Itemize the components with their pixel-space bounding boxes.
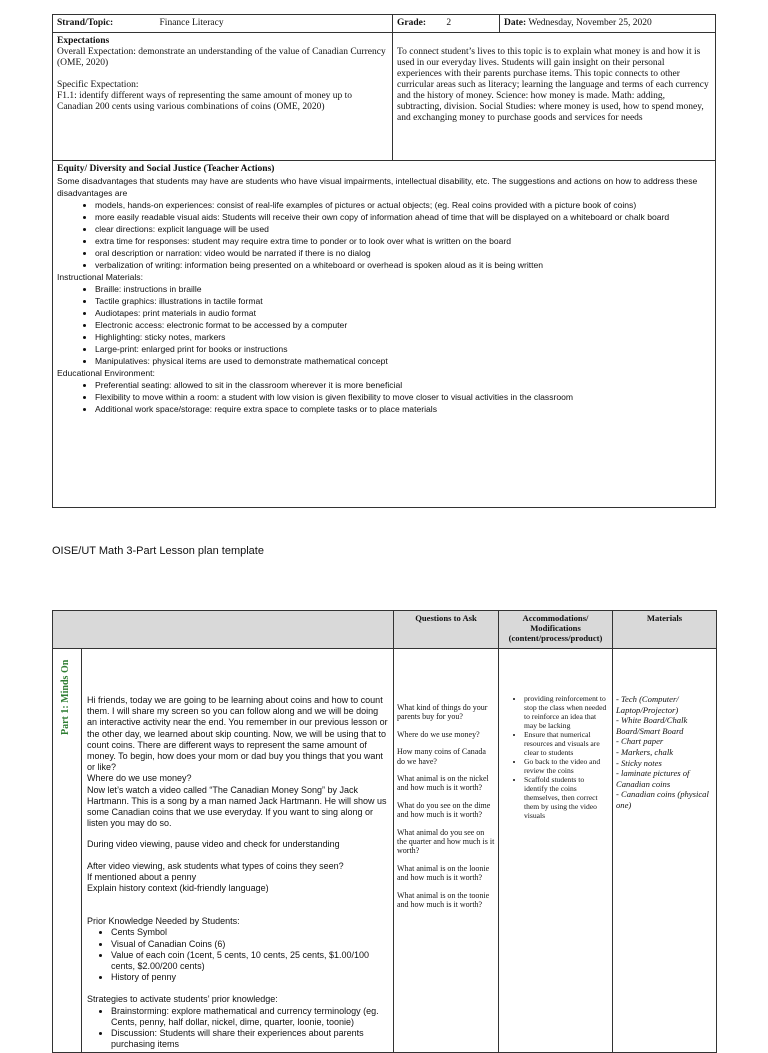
question: What animal is on the loonie and how much is it worth?: [397, 863, 490, 883]
specific-expectation: F1.1: identify different ways of representing the same amount of money up to Canadian 200 cents using various combinations of coins (OME, 2020): [57, 91, 353, 112]
date-cell: [500, 15, 716, 33]
materials-header: Materials: [613, 611, 717, 649]
part-label-svg: [54, 657, 76, 737]
prior-knowledge-list: [87, 927, 390, 983]
lesson-plan-table: [52, 610, 717, 1053]
list-item: • providing reinforcement to stop the class when needed to reinforce an idea that may be lacking: [524, 694, 609, 730]
list-item: • Brainstorming: explore mathematical and currency terminology (eg. Cents, penny, half dollar, nickel, dime, quarter, loonie, toonie): [111, 1006, 390, 1028]
list-item: • Visual of Canadian Coins (6): [111, 939, 390, 950]
material-item: - Chart paper: [616, 736, 664, 747]
part-label: Part 1: Minds On: [60, 659, 71, 735]
environment-label: Educational Environment:: [57, 368, 155, 378]
after-video-paragraph: After video viewing, ask students what types of coins they seen? If mentioned about a penny Explain history context (kid-friendly language): [87, 860, 344, 894]
grade-cell: [393, 15, 500, 33]
questions-header: Questions to Ask: [394, 611, 499, 649]
list-item: • History of penny: [111, 972, 390, 983]
question: How many coins of Canada do we have?: [397, 747, 486, 766]
header-blank-cell: [53, 611, 394, 649]
material-item: - Sticky notes: [616, 757, 662, 768]
questions-cell: [394, 649, 499, 1053]
material-item: - laminate pictures of Canadian coins: [616, 768, 690, 789]
list-item: • verbalization of writing: information being presented on a whiteboard or overhead is spoken aloud as it is being written: [95, 259, 711, 271]
intro-paragraph: Hi friends, today we are going to be learning about coins and how to count them. I will share my screen so you can follow along and we will be doing an interactive activity near the end. You remember in our previous lesson or the other day, we learned about skip counting. Now, we will be using that to count coins. There are different ways to represent the same amount of money. To begin, how does your mom or dad buy you things that you want or like? Where do we use money? Now let’s watch a video called “The Canadian Money Song” by Jack Hartmann. This is a song by a man named Jack Hartmann. He will show us some Canadian coins that we use everyday. If you want to sing along or listen you may do so.: [87, 695, 388, 829]
question: Where do we use money?: [397, 729, 480, 739]
list-item: • Value of each coin (1cent, 5 cents, 10 cents, 25 cents, $1.00/100 cents, $2.00/200 cents): [111, 950, 390, 972]
list-item: • more easily readable visual aids: Students will receive their own copy of information ahead of time that will be displayed on a whiteboard or chalk board: [95, 211, 711, 223]
strand-cell: [53, 15, 393, 33]
list-item: • Tactile graphics: illustrations in tactile format: [95, 295, 711, 307]
list-item: • extra time for responses: student may require extra time to ponder or to look over what is written on the board: [95, 235, 711, 247]
expectations-title: Expectations: [57, 36, 110, 46]
question: What animal is on the nickel and how much is it worth?: [397, 774, 489, 793]
during-video-paragraph: During video viewing, pause video and check for understanding: [87, 839, 340, 850]
list-item: • Audiotapes: print materials in audio format: [95, 307, 711, 319]
equity-cell: [53, 161, 716, 508]
accommodations-list: [502, 694, 609, 820]
specific-expectation-label: Specific Expectation:: [57, 80, 139, 90]
template-heading: OISE/UT Math 3-Part Lesson plan template: [52, 545, 264, 557]
list-item: • Braille: instructions in braille: [95, 283, 711, 295]
date-value: Wednesday, November 25, 2020: [528, 18, 652, 28]
question: What do you see on the dime and how much is it worth?: [397, 800, 491, 820]
accommodations-cell: [499, 649, 613, 1053]
connection-text: To connect student’s lives to this topic is to explain what money is and how it is used in our everyday lives. Students will gain insight on their personal experiences with their parents purchase items. This topic connects to other curricular areas such as literacy; learning the language and terms of each currency and the history of money. Science: how money is made. Math: adding, subtracting, division. Social Studies: where money is used, how to spend money, and exchanging money to purchase goods and services for needs: [397, 47, 709, 123]
strand-label: Strand/Topic:: [57, 18, 114, 28]
expectations-cell: [53, 33, 393, 161]
list-item: • Manipulatives: physical items are used to demonstrate mathematical concept: [95, 355, 711, 367]
list-item: • Cents Symbol: [111, 927, 390, 938]
list-item: • Additional work space/storage: require extra space to complete tasks or to place materials: [95, 403, 711, 415]
material-item: - White Board/Chalk Board/Smart Board: [616, 715, 688, 736]
material-item: - Markers, chalk: [616, 746, 674, 757]
list-item: • Discussion: Students will share their experiences about parents purchasing items: [111, 1028, 390, 1050]
grade-label: Grade:: [397, 18, 427, 28]
materials-list: [57, 283, 711, 367]
equity-title: Equity/ Diversity and Social Justice (Teacher Actions): [57, 164, 275, 174]
list-item: • Ensure that numerical resources and visuals are clear to students: [524, 730, 609, 757]
connection-cell: [393, 33, 716, 161]
material-item: - Canadian coins (physical one): [616, 789, 709, 810]
question: What animal is on the toonie and how much is it worth?: [397, 890, 490, 910]
strategies-label: Strategies to activate students’ prior knowledge:: [87, 994, 278, 1005]
lesson-content-cell: [82, 649, 394, 1053]
list-item: • Large-print: enlarged print for books or instructions: [95, 343, 711, 355]
list-item: • Go back to the video and review the coins: [524, 757, 609, 775]
prior-knowledge-label: Prior Knowledge Needed by Students:: [87, 916, 240, 927]
list-item: • clear directions: explicit language will be used: [95, 223, 711, 235]
overall-expectation: Overall Expectation: demonstrate an understanding of the value of Canadian Currency (OME, 2020): [57, 47, 386, 68]
material-item: - Tech (Computer/ Laptop/Projector): [616, 694, 679, 715]
list-item: • Highlighting: sticky notes, markers: [95, 331, 711, 343]
materials-cell: [613, 649, 717, 1053]
list-item: • oral description or narration: video would be narrated if there is no dialog: [95, 247, 711, 259]
strand-value: Finance Literacy: [159, 18, 224, 28]
environment-list: [57, 379, 711, 415]
equity-list: [57, 199, 711, 271]
list-item: • Preferential seating: allowed to sit in the classroom wherever it is more beneficial: [95, 379, 711, 391]
grade-value: 2: [446, 18, 452, 28]
list-item: • Flexibility to move within a room: a student with low vision is given flexibility to move closer to visual activities in the classroom: [95, 391, 711, 403]
list-item: • Electronic access: electronic format to be accessed by a computer: [95, 319, 711, 331]
question: What animal do you see on the quarter and how much is it worth?: [397, 827, 495, 856]
accommodations-header: Accommodations/ Modifications (content/process/product): [499, 611, 613, 649]
question: What kind of things do your parents buy for you?: [397, 703, 488, 722]
list-item: • models, hands-on experiences: consist of real-life examples of pictures or actual objects; (eg. Real coins provided with a picture book of coins): [95, 199, 711, 211]
strategies-list: [87, 1006, 390, 1051]
lesson-overview-table: [52, 14, 716, 508]
equity-intro: Some disadvantages that students may have are students who have visual impairments, intellectual disability, etc. The suggestions and actions on how to address these disadvantages are: [57, 176, 698, 198]
materials-label: Instructional Materials:: [57, 272, 143, 282]
part-label-cell: [53, 649, 82, 1053]
date-label: Date:: [504, 18, 527, 28]
list-item: • Scaffold students to identify the coins themselves, then correct them by using the video visuals: [524, 775, 609, 820]
